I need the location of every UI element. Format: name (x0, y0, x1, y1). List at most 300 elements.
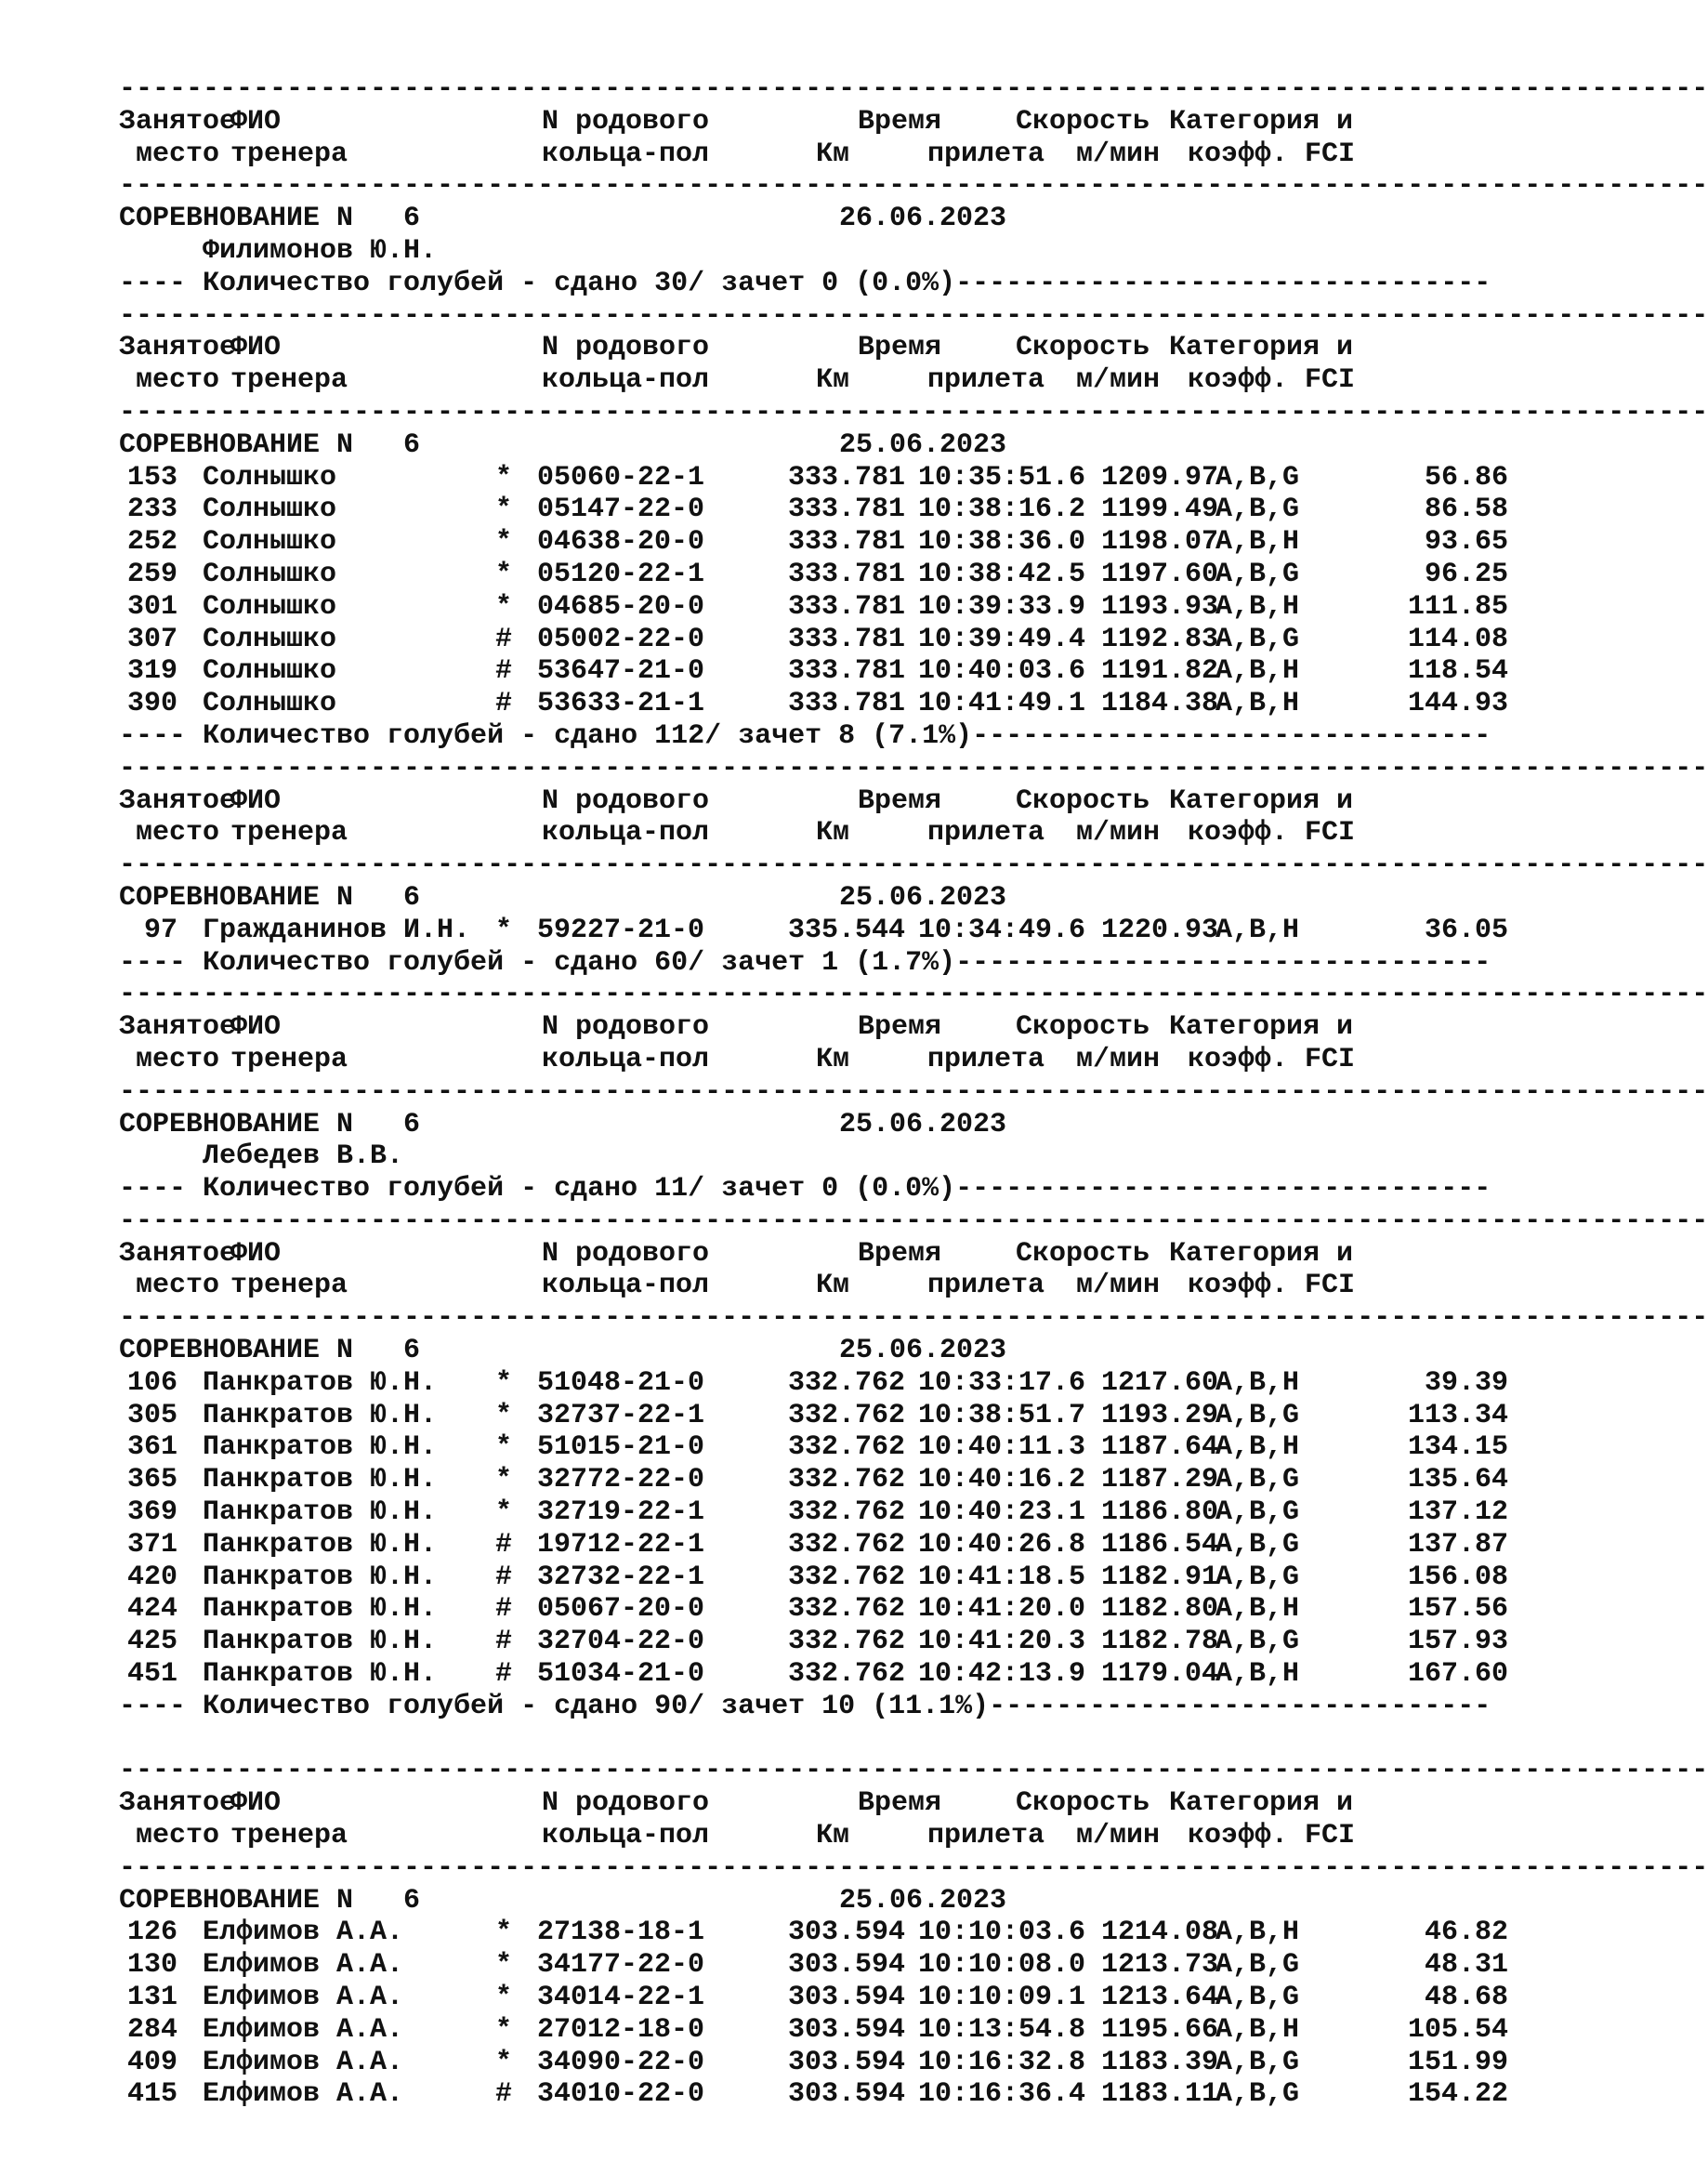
column-header-label: м/мин (1076, 364, 1161, 397)
category-cell: A,B,G (1215, 1561, 1300, 1593)
column-header-label: тренера (230, 1043, 348, 1075)
speed-cell: 1198.07 (1101, 526, 1219, 559)
trainer-cell: Панкратов Ю.Н. (203, 1366, 438, 1399)
arrival-time-cell: 10:40:23.1 (918, 1496, 1086, 1529)
column-header-label: кольца-пол (542, 1043, 710, 1075)
trainer-cell: Елфимов А.А. (203, 2013, 404, 2046)
place-cell: 301 (126, 590, 177, 623)
fci-coef-cell: 137.87 (1407, 1528, 1508, 1561)
trainer-cell: Солнышко (203, 558, 337, 590)
category-cell: A,B,H (1215, 1366, 1300, 1399)
competition-date: 26.06.2023 (839, 203, 1007, 235)
ring-number-cell: 04638-20-0 (537, 526, 705, 559)
speed-cell: 1182.91 (1101, 1561, 1219, 1593)
column-header-label: место (119, 138, 220, 170)
column-header-label: кольца-пол (542, 364, 710, 397)
mark-cell: # (495, 2078, 513, 2111)
place-cell: 284 (126, 2013, 177, 2046)
ring-number-cell: 32719-22-1 (537, 1496, 705, 1529)
trainer-cell: Панкратов Ю.Н. (203, 1561, 438, 1593)
distance-cell: 332.762 (788, 1431, 906, 1464)
mark-cell: * (495, 494, 513, 526)
competition-line (119, 1885, 1513, 1917)
mark-cell: * (495, 1496, 513, 1529)
distance-cell: 332.762 (788, 1658, 906, 1691)
arrival-time-cell: 10:41:20.3 (918, 1626, 1086, 1658)
column-header-label: ФИО (230, 1237, 282, 1270)
column-header-label: N родового (542, 1237, 710, 1270)
category-cell: A,B,G (1215, 1464, 1300, 1496)
fci-coef-cell: 113.34 (1407, 1399, 1508, 1431)
category-cell: A,B,H (1215, 688, 1300, 720)
mark-cell: # (495, 1528, 513, 1561)
trainer-cell: Гражданинов И.Н. (203, 914, 471, 946)
distance-cell: 332.762 (788, 1528, 906, 1561)
column-header-label: Категория и (1169, 784, 1354, 817)
trainer-cell: Панкратов Ю.Н. (203, 1593, 438, 1626)
mark-cell: * (495, 1366, 513, 1399)
column-header-label: Скорость (1016, 1787, 1150, 1820)
place-cell: 307 (126, 623, 177, 655)
separator-rule: ----------------------------------------------------------------------------------------------- (119, 1302, 1708, 1335)
result-row (119, 1496, 1513, 1529)
arrival-time-cell: 10:39:33.9 (918, 590, 1086, 623)
arrival-time-cell: 10:34:49.6 (918, 914, 1086, 946)
competition-date: 25.06.2023 (839, 1108, 1007, 1140)
arrival-time-cell: 10:40:26.8 (918, 1528, 1086, 1561)
column-header-label: тренера (230, 1270, 348, 1302)
place-cell: 420 (126, 1561, 177, 1593)
race-results-report (119, 73, 1708, 2111)
ring-number-cell: 05067-20-0 (537, 1593, 705, 1626)
separator-rule: ----------------------------------------------------------------------------------------------- (119, 170, 1708, 203)
result-row (119, 1367, 1513, 1400)
fci-coef-cell: 151.99 (1407, 2046, 1508, 2078)
place-cell: 365 (126, 1464, 177, 1496)
result-row (119, 2047, 1513, 2079)
column-header-label: Категория и (1169, 1237, 1354, 1270)
column-header-label: прилета (927, 817, 1045, 850)
distance-cell: 333.781 (788, 655, 906, 688)
column-header-label: место (119, 364, 220, 397)
mark-cell: # (495, 688, 513, 720)
fci-coef-cell: 156.08 (1407, 1561, 1508, 1593)
distance-cell: 332.762 (788, 1366, 906, 1399)
fci-coef-cell: 114.08 (1407, 623, 1508, 655)
column-header-line-2 (119, 1270, 1513, 1302)
column-header-label: Км (816, 817, 850, 850)
ring-number-cell: 19712-22-1 (537, 1528, 705, 1561)
ring-number-cell: 05060-22-1 (537, 461, 705, 494)
distance-cell: 333.781 (788, 688, 906, 720)
fci-coef-cell: 157.56 (1407, 1593, 1508, 1626)
mark-cell: # (495, 1626, 513, 1658)
mark-cell: # (495, 623, 513, 655)
ring-number-cell: 05120-22-1 (537, 558, 705, 590)
summary-line: ---- Количество голубей - сдано 30/ зачет 0 (0.0%)-------------------------------- (119, 267, 1491, 299)
column-header-label: кольца-пол (542, 1820, 710, 1852)
ring-number-cell: 27138-18-1 (537, 1917, 705, 1949)
result-row (119, 462, 1513, 494)
competition-line (119, 1335, 1513, 1367)
distance-cell: 303.594 (788, 2046, 906, 2078)
fci-coef-cell: 93.65 (1424, 526, 1508, 559)
fci-coef-cell: 167.60 (1407, 1658, 1508, 1691)
fci-coef-cell: 154.22 (1407, 2078, 1508, 2111)
column-header-label: Время (858, 784, 942, 817)
category-cell: A,B,G (1215, 623, 1300, 655)
ring-number-cell: 34177-22-0 (537, 1949, 705, 1982)
distance-cell: 303.594 (788, 1917, 906, 1949)
trainer-cell: Солнышко (203, 655, 337, 688)
ring-number-cell: 32704-22-0 (537, 1626, 705, 1658)
trainer-cell: Панкратов Ю.Н. (203, 1496, 438, 1529)
result-row (119, 1917, 1513, 1949)
separator-rule: ----------------------------------------------------------------------------------------------- (119, 850, 1708, 882)
trainer-name: Филимонов Ю.Н. (203, 234, 438, 267)
column-header-label: Скорость (1016, 784, 1150, 817)
fci-coef-cell: 56.86 (1424, 461, 1508, 494)
speed-cell: 1191.82 (1101, 655, 1219, 688)
column-header-line-1 (119, 332, 1513, 364)
column-header-label: ФИО (230, 105, 282, 138)
arrival-time-cell: 10:40:03.6 (918, 655, 1086, 688)
column-header-label: коэфф. FCI (1188, 1820, 1356, 1852)
distance-cell: 333.781 (788, 461, 906, 494)
mark-cell: * (495, 914, 513, 946)
column-header-label: кольца-пол (542, 138, 710, 170)
column-header-label: ФИО (230, 784, 282, 817)
category-cell: A,B,H (1215, 590, 1300, 623)
mark-cell: * (495, 2046, 513, 2078)
ring-number-cell: 53647-21-0 (537, 655, 705, 688)
ring-number-cell: 53633-21-1 (537, 688, 705, 720)
column-header-label: Скорость (1016, 332, 1150, 364)
trainer-cell: Панкратов Ю.Н. (203, 1399, 438, 1431)
column-header-label: м/мин (1076, 1270, 1161, 1302)
column-header-label: прилета (927, 1270, 1045, 1302)
result-row (119, 1431, 1513, 1464)
ring-number-cell: 59227-21-0 (537, 914, 705, 946)
competition-title: СОРЕВНОВАНИЕ N 6 (119, 881, 421, 914)
speed-cell: 1186.80 (1101, 1496, 1219, 1529)
column-header-line-1 (119, 785, 1513, 818)
fci-coef-cell: 48.31 (1424, 1949, 1508, 1982)
arrival-time-cell: 10:33:17.6 (918, 1366, 1086, 1399)
trainer-cell: Солнышко (203, 590, 337, 623)
arrival-time-cell: 10:13:54.8 (918, 2013, 1086, 2046)
mark-cell: * (495, 558, 513, 590)
mark-cell: * (495, 1399, 513, 1431)
place-cell: 369 (126, 1496, 177, 1529)
trainer-cell: Елфимов А.А. (203, 2078, 404, 2111)
column-header-label: N родового (542, 784, 710, 817)
distance-cell: 303.594 (788, 2078, 906, 2111)
column-header-label: ФИО (230, 1787, 282, 1820)
trainer-cell: Солнышко (203, 461, 337, 494)
speed-cell: 1214.08 (1101, 1917, 1219, 1949)
column-header-label: Категория и (1169, 332, 1354, 364)
place-cell: 451 (126, 1658, 177, 1691)
trainer-cell: Панкратов Ю.Н. (203, 1431, 438, 1464)
column-header-label: Км (816, 1820, 850, 1852)
column-header-line-2 (119, 817, 1513, 850)
arrival-time-cell: 10:40:16.2 (918, 1464, 1086, 1496)
ring-number-cell: 34014-22-1 (537, 1982, 705, 2014)
speed-cell: 1193.29 (1101, 1399, 1219, 1431)
column-header-label: прилета (927, 138, 1045, 170)
result-row (119, 1658, 1513, 1691)
column-header-line-1 (119, 1011, 1513, 1044)
category-cell: A,B,H (1215, 2013, 1300, 2046)
column-header-label: коэфф. FCI (1188, 1270, 1356, 1302)
arrival-time-cell: 10:10:03.6 (918, 1917, 1086, 1949)
column-header-label: Время (858, 332, 942, 364)
column-header-label: Занятое (119, 1011, 237, 1044)
column-header-line-2 (119, 1044, 1513, 1076)
column-header-label: кольца-пол (542, 1270, 710, 1302)
result-row (119, 915, 1513, 947)
separator-rule: ----------------------------------------------------------------------------------------------- (119, 752, 1708, 784)
fci-coef-cell: 105.54 (1407, 2013, 1508, 2046)
place-cell: 252 (126, 526, 177, 559)
place-cell: 106 (126, 1366, 177, 1399)
category-cell: A,B,G (1215, 1399, 1300, 1431)
distance-cell: 335.544 (788, 914, 906, 946)
result-row (119, 655, 1513, 688)
column-header-label: N родового (542, 1011, 710, 1044)
column-header-line-2 (119, 138, 1513, 171)
mark-cell: * (495, 1917, 513, 1949)
mark-cell: * (495, 2013, 513, 2046)
column-header-label: коэфф. FCI (1188, 817, 1356, 850)
distance-cell: 303.594 (788, 1982, 906, 2014)
arrival-time-cell: 10:35:51.6 (918, 461, 1086, 494)
distance-cell: 332.762 (788, 1626, 906, 1658)
place-cell: 409 (126, 2046, 177, 2078)
column-header-label: м/мин (1076, 817, 1161, 850)
fci-coef-cell: 111.85 (1407, 590, 1508, 623)
mark-cell: # (495, 1561, 513, 1593)
column-header-label: тренера (230, 1820, 348, 1852)
competition-date: 25.06.2023 (839, 428, 1007, 461)
column-header-label: коэфф. FCI (1188, 138, 1356, 170)
ring-number-cell: 34010-22-0 (537, 2078, 705, 2111)
speed-cell: 1186.54 (1101, 1528, 1219, 1561)
arrival-time-cell: 10:38:42.5 (918, 558, 1086, 590)
competition-title: СОРЕВНОВАНИЕ N 6 (119, 1108, 421, 1140)
ring-number-cell: 51034-21-0 (537, 1658, 705, 1691)
column-header-label: прилета (927, 1043, 1045, 1075)
category-cell: A,B,G (1215, 1982, 1300, 2014)
place-cell: 126 (126, 1917, 177, 1949)
competition-line (119, 429, 1513, 462)
column-header-label: ФИО (230, 332, 282, 364)
result-row (119, 1949, 1513, 1982)
fci-coef-cell: 96.25 (1424, 558, 1508, 590)
column-header-line-2 (119, 364, 1513, 397)
arrival-time-cell: 10:10:08.0 (918, 1949, 1086, 1982)
separator-rule: ----------------------------------------------------------------------------------------------- (119, 1075, 1708, 1108)
trainer-name: Лебедев В.В. (203, 1140, 404, 1173)
place-cell: 371 (126, 1528, 177, 1561)
distance-cell: 332.762 (788, 1496, 906, 1529)
competition-title: СОРЕВНОВАНИЕ N 6 (119, 1884, 421, 1917)
distance-cell: 332.762 (788, 1399, 906, 1431)
place-cell: 415 (126, 2078, 177, 2111)
result-row (119, 2014, 1513, 2047)
separator-rule: ----------------------------------------------------------------------------------------------- (119, 396, 1708, 428)
column-header-label: место (119, 817, 220, 850)
mark-cell: * (495, 1464, 513, 1496)
column-header-label: N родового (542, 332, 710, 364)
column-header-label: Категория и (1169, 1787, 1354, 1820)
result-row (119, 526, 1513, 559)
arrival-time-cell: 10:16:36.4 (918, 2078, 1086, 2111)
competition-line (119, 203, 1513, 235)
arrival-time-cell: 10:38:16.2 (918, 494, 1086, 526)
separator-rule: ----------------------------------------------------------------------------------------------- (119, 1851, 1708, 1884)
separator-rule: ----------------------------------------------------------------------------------------------- (119, 979, 1708, 1011)
trainer-cell: Елфимов А.А. (203, 1949, 404, 1982)
column-header-label: коэфф. FCI (1188, 1043, 1356, 1075)
trainer-cell: Солнышко (203, 623, 337, 655)
ring-number-cell: 34090-22-0 (537, 2046, 705, 2078)
fci-coef-cell: 137.12 (1407, 1496, 1508, 1529)
separator-rule: ----------------------------------------------------------------------------------------------- (119, 73, 1708, 105)
trainer-cell: Солнышко (203, 688, 337, 720)
mark-cell: * (495, 1982, 513, 2014)
category-cell: A,B,H (1215, 1431, 1300, 1464)
column-header-label: Занятое (119, 1787, 237, 1820)
fci-coef-cell: 134.15 (1407, 1431, 1508, 1464)
distance-cell: 333.781 (788, 526, 906, 559)
ring-number-cell: 05002-22-0 (537, 623, 705, 655)
mark-cell: # (495, 1658, 513, 1691)
speed-cell: 1199.49 (1101, 494, 1219, 526)
column-header-line-2 (119, 1820, 1513, 1852)
speed-cell: 1195.66 (1101, 2013, 1219, 2046)
mark-cell: * (495, 1949, 513, 1982)
column-header-label: тренера (230, 138, 348, 170)
speed-cell: 1187.64 (1101, 1431, 1219, 1464)
arrival-time-cell: 10:41:49.1 (918, 688, 1086, 720)
speed-cell: 1192.83 (1101, 623, 1219, 655)
column-header-label: Км (816, 1043, 850, 1075)
column-header-label: Скорость (1016, 105, 1150, 138)
category-cell: A,B,H (1215, 1917, 1300, 1949)
category-cell: A,B,G (1215, 461, 1300, 494)
ring-number-cell: 05147-22-0 (537, 494, 705, 526)
summary-line: ---- Количество голубей - сдано 90/ зачет 10 (11.1%)------------------------------ (119, 1690, 1491, 1722)
trainer-name-line (119, 235, 1513, 268)
result-row (119, 1529, 1513, 1561)
place-cell: 305 (126, 1399, 177, 1431)
category-cell: A,B,G (1215, 2046, 1300, 2078)
column-header-label: Время (858, 1787, 942, 1820)
column-header-label: Время (858, 1237, 942, 1270)
trainer-name-line (119, 1140, 1513, 1173)
fci-coef-cell: 135.64 (1407, 1464, 1508, 1496)
category-cell: A,B,H (1215, 526, 1300, 559)
speed-cell: 1187.29 (1101, 1464, 1219, 1496)
column-header-label: Категория и (1169, 105, 1354, 138)
distance-cell: 332.762 (788, 1561, 906, 1593)
category-cell: A,B,H (1215, 1658, 1300, 1691)
ring-number-cell: 32737-22-1 (537, 1399, 705, 1431)
place-cell: 259 (126, 558, 177, 590)
speed-cell: 1213.73 (1101, 1949, 1219, 1982)
category-cell: A,B,G (1215, 1626, 1300, 1658)
ring-number-cell: 04685-20-0 (537, 590, 705, 623)
fci-coef-cell: 144.93 (1407, 688, 1508, 720)
blank-line (119, 1723, 1513, 1756)
arrival-time-cell: 10:10:09.1 (918, 1982, 1086, 2014)
trainer-cell: Елфимов А.А. (203, 1917, 404, 1949)
summary-line: ---- Количество голубей - сдано 60/ зачет 1 (1.7%)-------------------------------- (119, 946, 1491, 979)
result-row (119, 2078, 1513, 2111)
place-cell: 424 (126, 1593, 177, 1626)
place-cell: 130 (126, 1949, 177, 1982)
category-cell: A,B,G (1215, 2078, 1300, 2111)
speed-cell: 1184.38 (1101, 688, 1219, 720)
ring-number-cell: 51015-21-0 (537, 1431, 705, 1464)
place-cell: 319 (126, 655, 177, 688)
competition-title: СОРЕВНОВАНИЕ N 6 (119, 203, 421, 235)
trainer-cell: Панкратов Ю.Н. (203, 1658, 438, 1691)
column-header-label: место (119, 1820, 220, 1852)
column-header-label: N родового (542, 105, 710, 138)
fci-coef-cell: 86.58 (1424, 494, 1508, 526)
column-header-label: Занятое (119, 332, 237, 364)
column-header-label: прилета (927, 1820, 1045, 1852)
separator-rule: ----------------------------------------------------------------------------------------------- (119, 1205, 1708, 1237)
arrival-time-cell: 10:41:18.5 (918, 1561, 1086, 1593)
competition-date: 25.06.2023 (839, 1884, 1007, 1917)
distance-cell: 332.762 (788, 1464, 906, 1496)
speed-cell: 1183.11 (1101, 2078, 1219, 2111)
fci-coef-cell: 36.05 (1424, 914, 1508, 946)
trainer-cell: Елфимов А.А. (203, 1982, 404, 2014)
result-row (119, 1464, 1513, 1496)
competition-line (119, 882, 1513, 915)
result-row (119, 559, 1513, 591)
column-header-label: Время (858, 1011, 942, 1044)
trainer-cell: Солнышко (203, 494, 337, 526)
speed-cell: 1179.04 (1101, 1658, 1219, 1691)
column-header-label: Время (858, 105, 942, 138)
column-header-label: Скорость (1016, 1237, 1150, 1270)
column-header-label: N родового (542, 1787, 710, 1820)
column-header-label: Км (816, 1270, 850, 1302)
competition-title: СОРЕВНОВАНИЕ N 6 (119, 428, 421, 461)
trainer-cell: Елфимов А.А. (203, 2046, 404, 2078)
place-cell: 361 (126, 1431, 177, 1464)
category-cell: A,B,G (1215, 1528, 1300, 1561)
distance-cell: 333.781 (788, 590, 906, 623)
place-cell: 233 (126, 494, 177, 526)
distance-cell: 303.594 (788, 1949, 906, 1982)
column-header-label: Скорость (1016, 1011, 1150, 1044)
distance-cell: 333.781 (788, 623, 906, 655)
arrival-time-cell: 10:42:13.9 (918, 1658, 1086, 1691)
speed-cell: 1182.78 (1101, 1626, 1219, 1658)
column-header-line-1 (119, 106, 1513, 138)
trainer-cell: Панкратов Ю.Н. (203, 1626, 438, 1658)
competition-line (119, 1109, 1513, 1141)
column-header-label: ФИО (230, 1011, 282, 1044)
column-header-label: кольца-пол (542, 817, 710, 850)
